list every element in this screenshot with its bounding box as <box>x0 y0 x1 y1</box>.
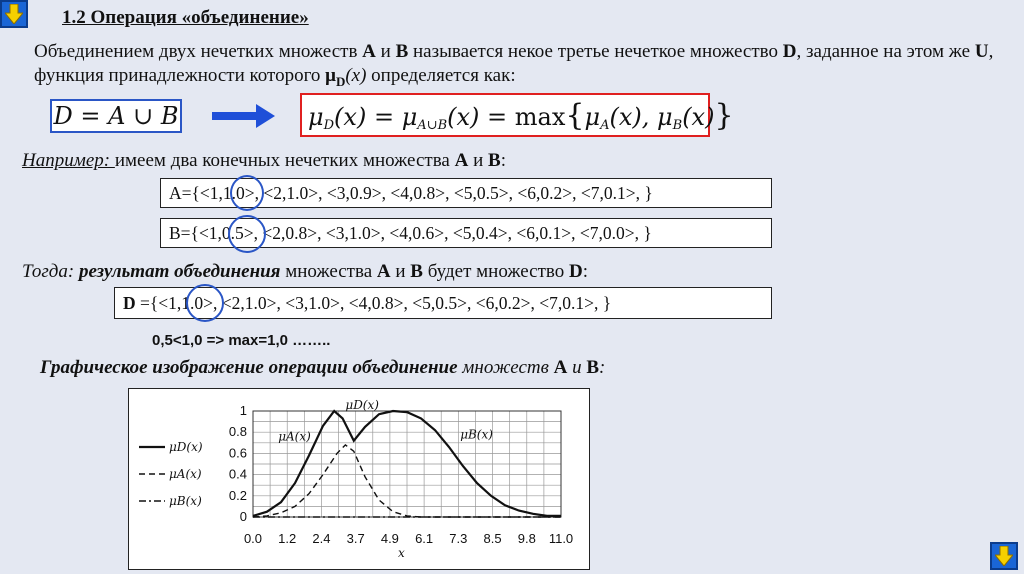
max-note: 0,5<1,0 => max=1,0 …….. <box>152 332 331 349</box>
x-axis-label: x <box>398 546 405 560</box>
down-arrow-icon <box>995 546 1013 566</box>
formula-union-box <box>50 99 182 133</box>
x-tick-label: 2.4 <box>312 531 331 546</box>
highlight-circle-d <box>186 284 224 322</box>
right-arrow-icon <box>212 103 276 129</box>
y-tick-label: 1 <box>239 403 247 418</box>
set-a-text: A={<1,1.0>, <2,1.0>, <3,0.9>, <4,0.8>, <5,0.5>, <6,0.2>, <7,0.1>, } <box>169 182 653 203</box>
formula-max-box <box>300 93 734 137</box>
highlight-circle-a <box>230 175 264 211</box>
nav-next-button[interactable] <box>990 542 1018 570</box>
y-tick-label: 0.2 <box>228 487 247 503</box>
intro-paragraph: Объединением двух нечетких множеств A и B называется некое третье нечеткое множество D, заданное на этом же U, функция принадлежности которого $\mu_D(x)$ определяется как: <box>34 41 994 89</box>
formula-max: $\mu_D(x) = \mu_{A\cup B}(x) = \max\{\mu_A(x)$, $\mu_B(x)$} <box>308 97 734 133</box>
x-tick-label: 9.8 <box>517 531 536 546</box>
y-tick-label: 0.8 <box>228 424 247 440</box>
y-tick-label: 0.6 <box>228 445 247 461</box>
graph-caption: Графическое изображение операции объединение множеств A и B: <box>40 357 606 378</box>
y-tick-label: 0 <box>239 509 247 524</box>
x-tick-label: 1.2 <box>278 531 297 546</box>
highlight-circle-b <box>228 215 266 253</box>
x-tick-label: 0.0 <box>243 531 263 546</box>
x-tick-label: 3.7 <box>346 531 365 546</box>
x-tick-label: 8.5 <box>483 531 502 546</box>
membership-chart <box>128 388 590 570</box>
curve-annotation: μB(x) <box>460 427 493 442</box>
page-title: 1.2 Операция «объединение» <box>62 7 309 28</box>
example-line: Например: имеем два конечных нечетких множества A и B: <box>22 150 506 171</box>
x-tick-label: 7.3 <box>449 531 468 546</box>
nav-down-button[interactable] <box>0 0 28 28</box>
membership-chart-svg <box>129 389 591 571</box>
curve-annotation: μA(x) <box>278 429 311 444</box>
x-tick-label: 11.0 <box>548 531 574 546</box>
set-d-text: D ={<1,1.0>, <2,1.0>, <3,1.0>, <4,0.8>, <5,0.5>, <6,0.2>, <7,0.1>, } <box>123 292 612 313</box>
legend-entry: μA(x) <box>169 467 202 481</box>
x-tick-label: 4.9 <box>380 531 399 546</box>
then-line: Тогда: результат объединения множества A и B будет множество D: <box>22 261 588 282</box>
y-tick-label: 0.4 <box>228 466 247 482</box>
legend-entry: μD(x) <box>169 440 203 454</box>
x-tick-label: 6.1 <box>415 531 434 546</box>
curve-annotation: μD(x) <box>345 397 379 412</box>
formula-union: D = A ∪ B <box>53 102 179 130</box>
set-b-text: B={<1,0.5>, <2,0.8>, <3,1.0>, <4,0.6>, <5,0.4>, <6,0.1>, <7,0.0>, } <box>169 222 652 243</box>
down-arrow-icon <box>5 4 23 24</box>
legend-entry: μB(x) <box>169 494 202 508</box>
